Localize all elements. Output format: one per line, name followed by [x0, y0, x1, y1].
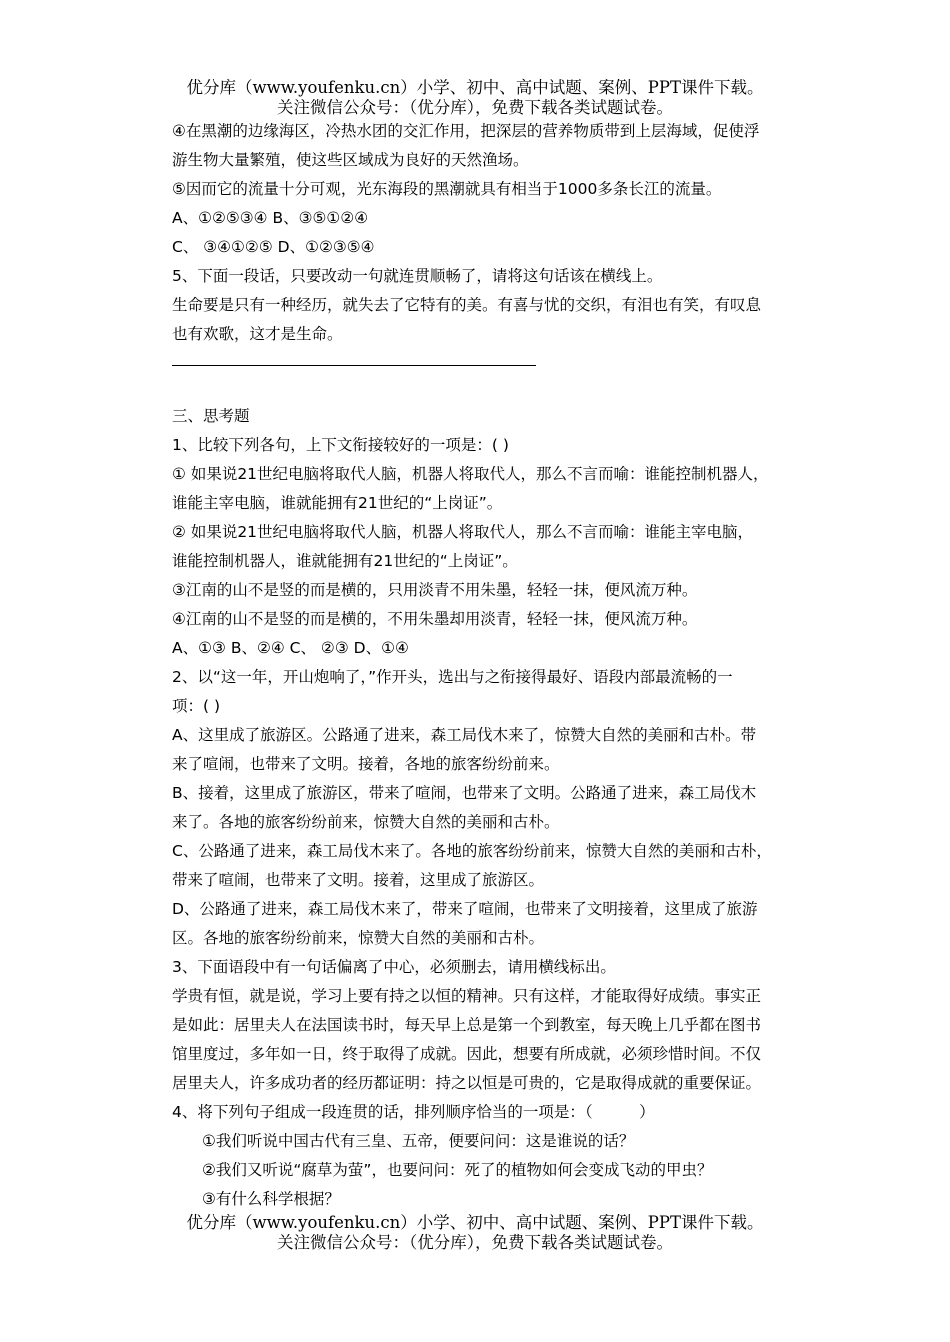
text-line: ④江南的山不是竖的而是横的，不用朱墨却用淡青，轻轻一抹，便风流万种。: [172, 610, 698, 628]
section-title: 三、思考题: [172, 407, 250, 425]
text-line: 居里夫人，许多成功者的经历都证明：持之以恒是可贵的，它是取得成就的重要保证。: [172, 1074, 762, 1092]
answer-options: A、①②⑤③④ B、③⑤①②④: [172, 209, 369, 227]
text-line: ① 如果说21世纪电脑将取代人脑，机器人将取代人，那么不言而喻：谁能控制机器人，: [172, 465, 769, 483]
indented-line: ①我们听说中国古代有三皇、五帝，便要问问：这是谁说的话？: [202, 1132, 635, 1150]
text-line: ② 如果说21世纪电脑将取代人脑，机器人将取代人，那么不言而喻：谁能主宰电脑，: [172, 523, 754, 541]
text-line: ④在黑潮的边缘海区，冷热水团的交汇作用，把深层的营养物质带到上层海域，促使浮: [172, 122, 760, 140]
text-line: 来了。各地的旅客纷纷前来，惊赞大自然的美丽和古朴。: [172, 813, 560, 831]
text-line: 区。各地的旅客纷纷前来，惊赞大自然的美丽和古朴。: [172, 929, 545, 947]
document-body: [172, 117, 812, 1214]
text-line: D、公路通了进来，森工局伐木来了，带来了喧闹，也带来了文明接着，这里成了旅游: [172, 900, 758, 918]
text-line: 学贵有恒，就是说，学习上要有持之以恒的精神。只有这样，才能取得好成绩。事实正: [172, 987, 762, 1005]
answer-options: A、①③ B、②④ C、 ②③ D、①④: [172, 639, 409, 657]
text-line: 生命要是只有一种经历，就失去了它特有的美。有喜与忧的交织，有泪也有笑，有叹息: [172, 296, 762, 314]
text-line: 也有欢歌，这才是生命。: [172, 325, 343, 343]
answer-blank-line: [172, 365, 536, 366]
question-5: 5、下面一段话，只要改动一句就连贯顺畅了，请将这句话该在横线上。: [172, 267, 663, 285]
header-line-2: 关注微信公众号：（优分库），免费下载各类试题试卷。: [277, 98, 673, 117]
question-3: 3、下面语段中有一句话偏离了中心，必须删去，请用横线标出。: [172, 958, 616, 976]
text-line: 是如此：居里夫人在法国读书时，每天早上总是第一个到教室，每天晚上几乎都在图书: [172, 1016, 762, 1034]
question-1: 1、比较下列各句，上下文衔接较好的一项是：( ): [172, 436, 509, 454]
text-line: C、公路通了进来，森工局伐木来了。各地的旅客纷纷前来，惊赞大自然的美丽和古朴，: [172, 842, 772, 860]
text-line: 带来了喧闹，也带来了文明。接着，这里成了旅游区。: [172, 871, 545, 889]
text-line: 来了喧闹，也带来了文明。接着，各地的旅客纷纷前来。: [172, 755, 560, 773]
question-2: 2、以“这一年，开山炮响了，”作开头，选出与之衔接得最好、语段内部最流畅的一: [172, 668, 733, 686]
page-header: [0, 78, 950, 118]
header-line-1: 优分库（www.youfenku.cn）小学、初中、高中试题、案例、PPT课件下载。: [186, 78, 764, 97]
indented-line: ②我们又听说“腐草为萤”，也要问问：死了的植物如何会变成飞动的甲虫？: [202, 1161, 713, 1179]
text-line: ⑤因而它的流量十分可观，光东海段的黑潮就具有相当于1000多条长江的流量。: [172, 180, 722, 198]
text-line: 游生物大量繁殖，使这些区域成为良好的天然渔场。: [172, 151, 529, 169]
text-line: ③江南的山不是竖的而是横的，只用淡青不用朱墨，轻轻一抹，便风流万种。: [172, 581, 698, 599]
text-line: A、这里成了旅游区。公路通了进来，森工局伐木来了，惊赞大自然的美丽和古朴。带: [172, 726, 757, 744]
question-4: 4、将下列句子组成一段连贯的话，排列顺序恰当的一项是：（ ）: [172, 1103, 655, 1121]
footer-line-1: 优分库（www.youfenku.cn）小学、初中、高中试题、案例、PPT课件下载。: [186, 1213, 764, 1232]
page-footer: [0, 1213, 950, 1253]
answer-options: C、 ③④①②⑤ D、①②③⑤④: [172, 238, 375, 256]
footer-line-2: 关注微信公众号：（优分库），免费下载各类试题试卷。: [277, 1233, 673, 1252]
text-line: B、接着，这里成了旅游区，带来了喧闹，也带来了文明。公路通了进来，森工局伐木: [172, 784, 757, 802]
indented-line: ③有什么科学根据？: [202, 1190, 340, 1208]
text-line: 项：( ): [172, 697, 221, 715]
text-line: 谁能主宰电脑，谁就能拥有21世纪的“上岗证”。: [172, 494, 503, 512]
text-line: 谁能控制机器人，谁就能拥有21世纪的“上岗证”。: [172, 552, 518, 570]
text-line: 馆里度过，多年如一日，终于取得了成就。因此，想要有所成就，必须珍惜时间。不仅: [172, 1045, 762, 1063]
